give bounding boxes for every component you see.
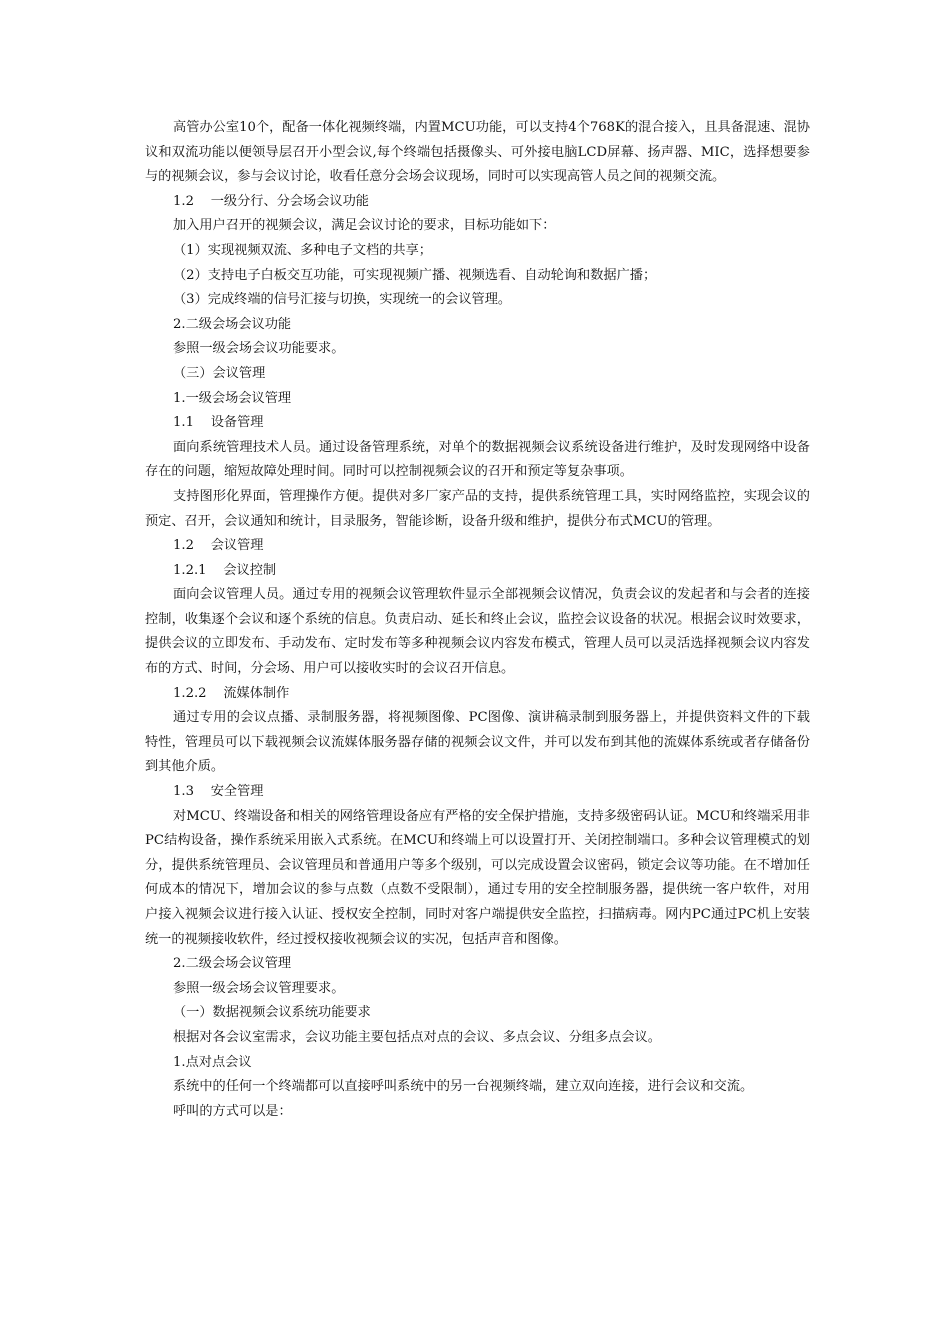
list-item: （2）支持电子白板交互功能，可实现视频广播、视频选看、自动轮询和数据广播；: [173, 267, 657, 283]
document-page: [145, 116, 810, 1124]
section-heading: （三）会议管理: [173, 365, 266, 381]
paragraph: 对MCU、终端设备和相关的网络管理设备应有严格的安全保护措施，支持多级密码认证。MCU和终端采用非PC结构设备，操作系统采用嵌入式系统。在MCU和终端上可以设置打开、关闭控制端口。多种会议管理模式的划分，提供系统管理员、会议管理员和普通用户等多个级别，可以完成设置会议密码，锁定会议等功能。在不增加任何成本的情况下，增加会议的参与点数（点数不受限制），通过专用的安全控制服务器，提供统一客户软件，对用户接入视频会议进行接入认证、授权安全控制，同时对客户端提供安全监控，扫描病毒。网内PC通过PC机上安装统一的视频接收软件，经过授权接收视频会议的实况，包括声音和图像。: [145, 808, 810, 947]
section-heading: 1.2 会议管理: [173, 538, 264, 554]
paragraph: 支持图形化界面，管理操作方便。提供对多厂家产品的支持，提供系统管理工具，实时网络监控，实现会议的预定、召开，会议通知和统计，目录服务，智能诊断，设备升级和维护，提供分布式MCU的管理。: [145, 488, 810, 529]
paragraph: 参照一级会场会议管理要求。: [173, 980, 345, 996]
paragraph: 面向系统管理技术人员。通过设备管理系统，对单个的数据视频会议系统设备进行维护，及时发现网络中设备存在的问题，缩短故障处理时间。同时可以控制视频会议的召开和预定等复杂事项。: [145, 439, 810, 480]
list-item: （3）完成终端的信号汇接与切换，实现统一的会议管理。: [173, 292, 512, 308]
section-heading: 1.点对点会议: [173, 1054, 252, 1070]
paragraph: 面向会议管理人员。通过专用的视频会议管理软件显示全部视频会议情况，负责会议的发起者和与会者的连接控制，收集逐个会议和逐个系统的信息。负责启动、延长和终止会议，监控会议设备的状况。根据会议时效要求，提供会议的立即发布、手动发布、定时发布等多种视频会议内容发布模式，管理人员可以灵活选择视频会议内容发布的方式、时间，分会场、用户可以接收实时的会议召开信息。: [145, 587, 810, 677]
section-heading: 1.2.2 流媒体制作: [173, 685, 290, 701]
paragraph: 加入用户召开的视频会议，满足会议讨论的要求，目标功能如下：: [173, 218, 556, 234]
paragraph: 呼叫的方式可以是：: [173, 1103, 292, 1119]
section-heading: 1.3 安全管理: [173, 784, 264, 800]
section-heading: 1.2 一级分行、分会场会议功能: [173, 193, 369, 209]
paragraph: 高管办公室10个，配备一体化视频终端，内置MCU功能，可以支持4个768K的混合接入，且具备混速、混协议和双流功能以便领导层召开小型会议,每个终端包括摄像头、可外接电脑LCD屏幕、扬声器、MIC，选择想要参与的视频会议，参与会议讨论，收看任意分会场会议现场，同时可以实现高管人员之间的视频交流。: [145, 120, 810, 185]
paragraph: 通过专用的会议点播、录制服务器，将视频图像、PC图像、演讲稿录制到服务器上，并提供资料文件的下载特性，管理员可以下载视频会议流媒体服务器存储的视频会议文件，并可以发布到其他的流媒体系统或者存储备份到其他介质。: [145, 710, 810, 775]
paragraph: 系统中的任何一个终端都可以直接呼叫系统中的另一台视频终端，建立双向连接，进行会议和交流。: [173, 1079, 754, 1095]
list-item: （1）实现视频双流、多种电子文档的共享；: [173, 242, 432, 258]
section-heading: 1.1 设备管理: [173, 415, 264, 431]
section-heading: 2.二级会场会议功能: [173, 316, 292, 332]
section-heading: （一）数据视频会议系统功能要求: [173, 1005, 371, 1021]
section-heading: 1.2.1 会议控制: [173, 562, 277, 578]
section-heading: 2.二级会场会议管理: [173, 956, 292, 972]
section-heading: 1.一级会场会议管理: [173, 390, 292, 406]
paragraph: 根据对各会议室需求，会议功能主要包括点对点的会议、多点会议、分组多点会议。: [173, 1029, 661, 1045]
paragraph: 参照一级会场会议功能要求。: [173, 341, 345, 357]
